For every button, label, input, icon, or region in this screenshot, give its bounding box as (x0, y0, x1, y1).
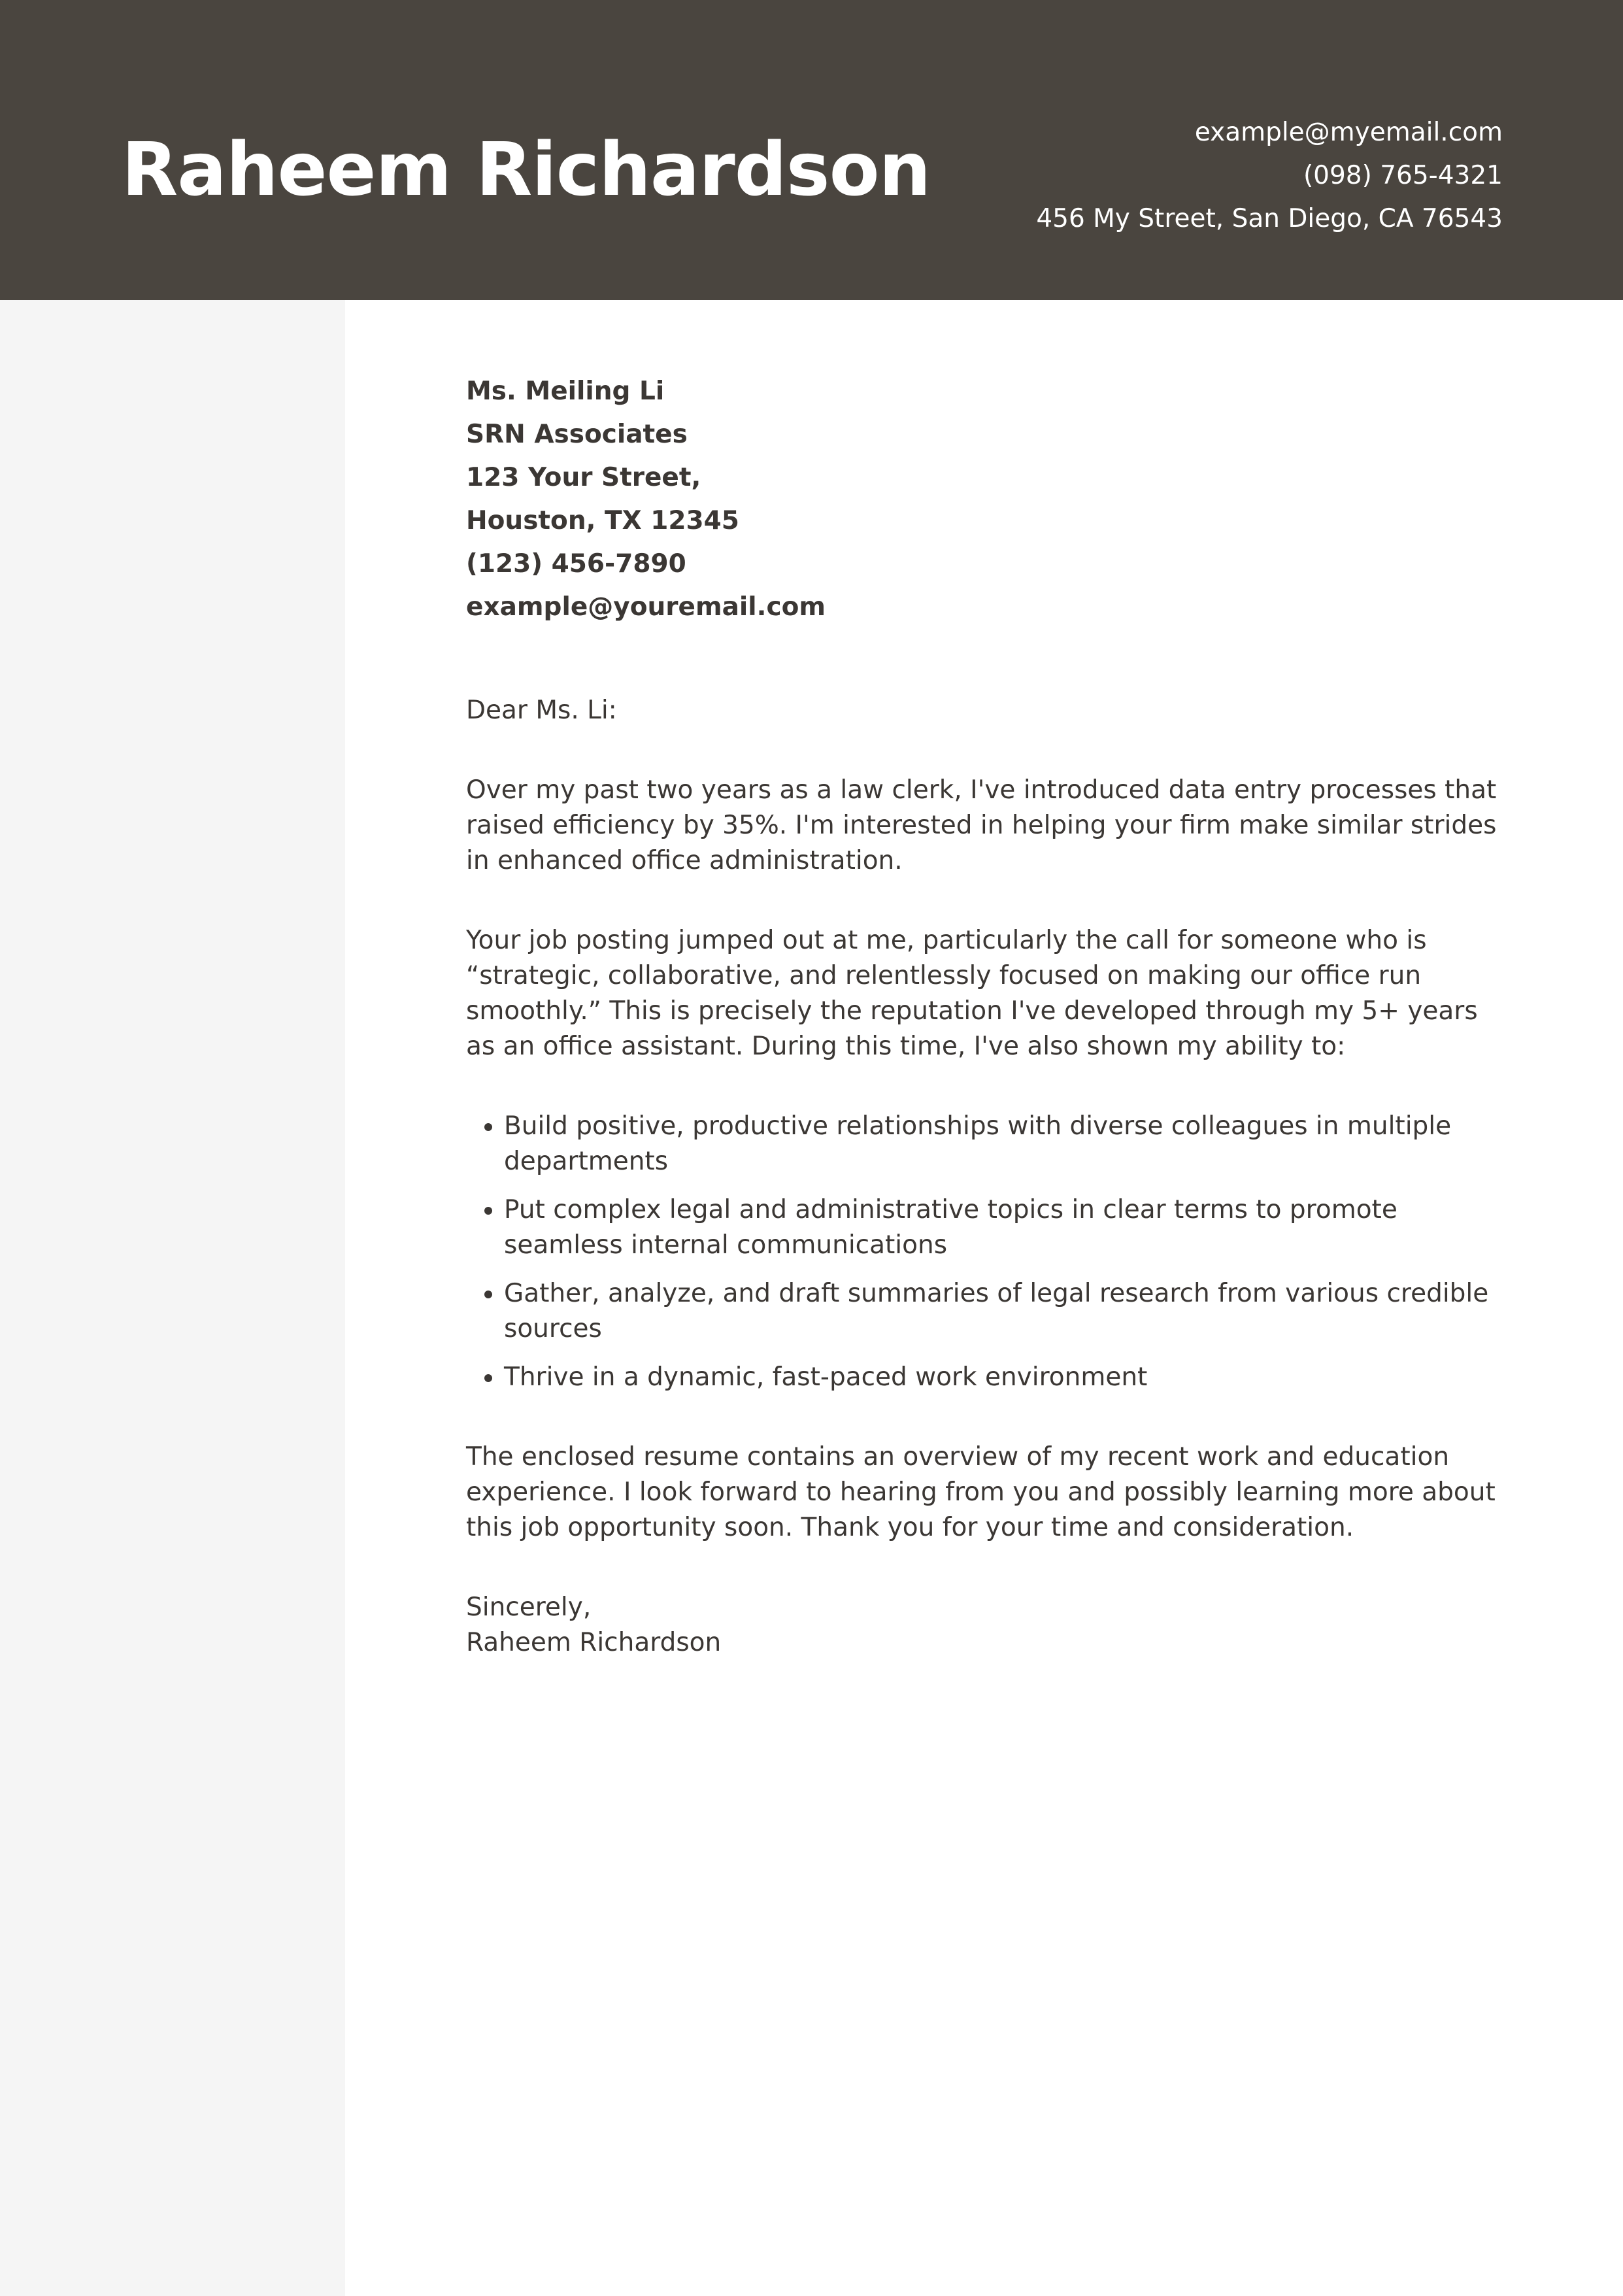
signoff: Sincerely, (466, 1593, 592, 1622)
letter-body (466, 370, 1505, 1661)
recipient-phone: (123) 456-7890 (466, 549, 686, 579)
sender-name: Raheem Richardson (122, 127, 931, 212)
salutation: Dear Ms. Li: (466, 696, 617, 725)
sender-phone: (098) 765-4321 (1303, 161, 1503, 190)
recipient-company: SRN Associates (466, 420, 688, 449)
paragraph-2: Your job posting jumped out at me, particularly the call for someone who is “strategic, collaborative, and relentlessly focused on making our office run smoothly.” This is precisely the reputation I've developed through my 5+ years as an office assistant. During this time, I've also shown my ability to: (466, 926, 1478, 1061)
signature-name: Raheem Richardson (466, 1628, 722, 1657)
sender-address: 456 My Street, San Diego, CA 76543 (1036, 204, 1503, 233)
recipient-city: Houston, TX 12345 (466, 506, 739, 535)
list-item: • Thrive in a dynamic, fast-paced work environment (504, 1360, 1505, 1395)
closing-block (466, 1590, 1505, 1661)
paragraph-1: Over my past two years as a law clerk, I've introduced data entry processes that raised efficiency by 35%. I'm interested in helping your firm make similar strides in enhanced office administration. (466, 775, 1497, 875)
sender-email: example@myemail.com (1194, 118, 1503, 147)
letter-header (0, 0, 1623, 300)
recipient-name: Ms. Meiling Li (466, 377, 665, 406)
closing-paragraph: The enclosed resume contains an overview of my recent work and education experience. I look forward to hearing from you and possibly learning more about this job opportunity soon. Thank you for your time and consideration. (466, 1442, 1496, 1542)
left-sidebar (0, 300, 345, 2296)
recipient-email: example@youremail.com (466, 592, 826, 622)
list-item: • Build positive, productive relationships with diverse colleagues in multiple departments (504, 1109, 1505, 1179)
sender-contact (1036, 111, 1503, 241)
list-item: • Gather, analyze, and draft summaries of legal research from various credible sources (504, 1276, 1505, 1347)
abilities-list (466, 1109, 1505, 1395)
recipient-street: 123 Your Street, (466, 463, 701, 492)
recipient-block (466, 370, 1505, 629)
list-item: • Put complex legal and administrative topics in clear terms to promote seamless internal communications (504, 1192, 1505, 1263)
